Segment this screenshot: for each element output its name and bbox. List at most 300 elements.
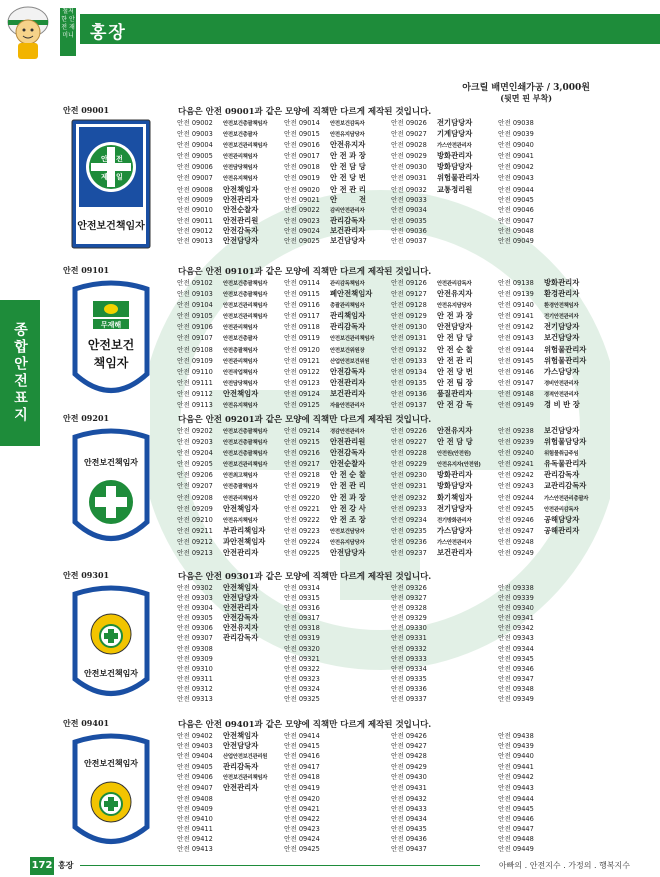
item-title: 전기담당자	[437, 118, 473, 127]
item-code: 안전 09233	[391, 504, 427, 513]
item-code: 안전 09104	[177, 301, 213, 310]
list-item	[391, 537, 496, 548]
item-code: 안전 09406	[177, 773, 213, 782]
item-code: 안전 09231	[391, 482, 427, 491]
item-code: 안전 09009	[177, 195, 213, 204]
list-item	[177, 289, 282, 300]
sign-cross-char: 전	[116, 155, 123, 163]
list-item	[498, 644, 603, 654]
item-title: 방화관리자	[437, 151, 473, 161]
item-title: 관리감독자	[223, 633, 259, 643]
sign-cross-char: 안	[101, 155, 108, 163]
list-item	[284, 751, 389, 762]
item-code: 안전 09439	[498, 742, 534, 751]
list-item	[498, 459, 603, 470]
list-item	[177, 426, 282, 437]
list-item	[498, 129, 603, 140]
list-item	[284, 674, 389, 684]
list-item	[391, 216, 496, 226]
item-title: 안 전 순 찰	[437, 344, 473, 354]
item-title: 안전보건관리책임자	[223, 143, 268, 150]
title-band	[80, 14, 660, 44]
item-title: 경적안전관리자	[544, 391, 579, 398]
list-item	[498, 583, 603, 593]
item-code: 안전 09444	[498, 794, 534, 803]
list-item	[391, 195, 496, 205]
item-title: 안전담당책임자	[223, 165, 258, 172]
item-code: 안전 09027	[391, 130, 427, 139]
safety-mascot-icon	[0, 0, 62, 62]
item-code: 안전 09333	[391, 654, 427, 663]
page-title: 홍장	[90, 23, 127, 43]
price-line: 아크릴 배면인쇄가공 / 3,000원	[462, 83, 590, 93]
list-item	[177, 794, 282, 804]
item-code: 안전 09240	[498, 449, 534, 458]
item-code: 안전 09137	[391, 401, 427, 410]
item-code: 안전 09203	[177, 438, 213, 447]
list-item	[284, 537, 389, 548]
item-title: 안전관리책임자	[223, 325, 258, 332]
item-code: 안전 09223	[284, 526, 320, 535]
item-code: 안전 09436	[391, 834, 427, 843]
item-code: 안전 09425	[284, 845, 320, 854]
list-item	[391, 804, 496, 814]
list-item	[391, 278, 496, 289]
item-code: 안전 09219	[284, 482, 320, 491]
item-title: 위험물취급주임	[544, 451, 579, 458]
item-title: 안전보건관리책임자	[330, 336, 375, 343]
item-title: 안전관리감독자	[544, 506, 579, 513]
item-grid	[177, 426, 627, 558]
list-item	[391, 470, 496, 481]
list-item	[284, 548, 389, 558]
item-title: 보건관리자	[437, 548, 473, 558]
list-item	[177, 694, 282, 704]
item-title: 안전보건관리책임자	[223, 462, 268, 469]
item-title: 안 전 담 당	[330, 162, 366, 172]
sign-caption: 안전보건책임자	[83, 458, 139, 467]
list-item	[284, 333, 389, 344]
list-item	[177, 654, 282, 664]
item-code: 안전 09323	[284, 674, 320, 683]
item-code: 안전 09128	[391, 301, 427, 310]
list-item	[391, 664, 496, 674]
item-code: 안전 09445	[498, 804, 534, 813]
product-code: 안전 09101	[63, 265, 110, 275]
list-item	[391, 367, 496, 378]
item-code: 안전 09344	[498, 644, 534, 653]
item-code: 안전 09303	[177, 594, 213, 603]
item-code: 안전 09143	[498, 334, 534, 343]
item-code: 안전 09024	[284, 226, 320, 235]
item-code: 안전 09121	[284, 356, 320, 365]
item-code: 안전 09412	[177, 834, 213, 843]
item-code: 안전 09145	[498, 356, 534, 365]
item-code: 안전 09049	[498, 237, 534, 246]
list-item	[391, 333, 496, 344]
item-code: 안전 09312	[177, 684, 213, 693]
item-title: 위험물관리자	[544, 355, 587, 365]
list-item	[498, 437, 603, 448]
item-code: 안전 09404	[177, 752, 213, 761]
item-title: 안전담당자	[223, 741, 259, 751]
item-title: 방화관리자	[544, 278, 580, 287]
list-item	[498, 824, 603, 834]
item-code: 안전 09108	[177, 345, 213, 354]
item-code: 안전 09132	[391, 345, 427, 354]
list-item	[177, 664, 282, 674]
list-item	[498, 504, 603, 515]
item-title: 보건관리자	[330, 388, 366, 398]
item-code: 안전 09149	[498, 401, 534, 410]
list-item	[177, 548, 282, 558]
list-item	[391, 493, 496, 504]
item-title: 안전보건총괄책임자	[223, 429, 268, 435]
item-title: 안전보건관리책임자	[223, 775, 268, 782]
list-item	[498, 470, 603, 481]
item-code: 안전 09331	[391, 634, 427, 643]
item-code: 안전 09022	[284, 205, 320, 214]
list-item	[284, 583, 389, 593]
list-item	[177, 216, 282, 226]
item-code: 안전 09205	[177, 460, 213, 469]
list-item	[498, 654, 603, 664]
list-item	[284, 448, 389, 459]
item-code: 안전 09410	[177, 814, 213, 823]
item-code: 안전 09342	[498, 624, 534, 633]
item-title: 안전감독자	[330, 366, 366, 376]
list-item	[391, 834, 496, 844]
list-item	[498, 493, 603, 504]
sign-cross-char: 제	[101, 173, 108, 181]
item-code: 안전 09017	[284, 152, 320, 161]
item-code: 안전 09047	[498, 216, 534, 225]
list-item	[498, 216, 603, 226]
list-item	[284, 437, 389, 448]
list-item	[284, 515, 389, 526]
item-code: 안전 09042	[498, 163, 534, 172]
item-title: 전기담당자	[544, 322, 580, 332]
item-code: 안전 09016	[284, 141, 320, 150]
item-code: 안전 09029	[391, 152, 427, 161]
item-title: 안 전 관 리	[330, 481, 366, 491]
item-title: 공해담당자	[544, 514, 580, 524]
list-item	[498, 322, 603, 333]
list-item	[391, 794, 496, 804]
list-item	[284, 162, 389, 173]
product-section	[63, 718, 633, 858]
item-code: 안전 09334	[391, 664, 427, 673]
list-item	[498, 333, 603, 344]
item-code: 안전 09349	[498, 695, 534, 704]
item-code: 안전 09229	[391, 460, 427, 469]
list-item	[177, 470, 282, 481]
list-item	[177, 236, 282, 246]
item-title: 가스안전관리자	[437, 143, 472, 150]
item-title: 안전관리책임자	[223, 495, 258, 502]
list-item	[177, 731, 282, 741]
item-code: 안전 09329	[391, 614, 427, 623]
item-code: 안전 09035	[391, 216, 427, 225]
item-code: 안전 09242	[498, 471, 534, 480]
item-code: 안전 09433	[391, 804, 427, 813]
list-item	[391, 772, 496, 783]
list-item	[498, 300, 603, 311]
item-title: 기계담당자	[437, 129, 473, 139]
product-code: 안전 09301	[63, 570, 110, 580]
list-item	[284, 664, 389, 674]
item-title: 안전관리자	[223, 783, 259, 793]
item-code: 안전 09320	[284, 644, 320, 653]
list-item	[284, 426, 389, 437]
list-item	[177, 751, 282, 762]
item-title: 안전관리자	[223, 548, 259, 558]
item-code: 안전 09217	[284, 460, 320, 469]
list-item	[498, 834, 603, 844]
item-title: 가스안전관리자	[437, 539, 472, 546]
item-code: 안전 09308	[177, 644, 213, 653]
item-code: 안전 09207	[177, 482, 213, 491]
item-code: 안전 09304	[177, 604, 213, 613]
list-item	[177, 526, 282, 537]
item-title: 안전보건관리책임자	[223, 314, 268, 321]
item-code: 안전 09039	[498, 130, 534, 139]
item-code: 안전 09417	[284, 763, 320, 772]
item-code: 안전 09230	[391, 471, 427, 480]
product-section	[63, 570, 633, 710]
list-item	[391, 593, 496, 603]
item-code: 안전 09447	[498, 824, 534, 833]
item-code: 안전 09028	[391, 141, 427, 150]
item-title: 안전최고책임자	[223, 473, 258, 480]
list-item	[177, 300, 282, 311]
list-item	[391, 129, 496, 140]
list-item	[177, 493, 282, 504]
item-title: 안전담당자	[330, 548, 366, 558]
list-item	[177, 603, 282, 613]
list-item	[177, 118, 282, 129]
price-info	[462, 80, 590, 104]
list-item	[177, 448, 282, 459]
list-item	[391, 300, 496, 311]
list-item	[498, 783, 603, 793]
item-code: 안전 09337	[391, 695, 427, 704]
list-item	[284, 783, 389, 793]
item-code: 안전 09119	[284, 334, 320, 343]
item-code: 안전 09419	[284, 784, 320, 793]
item-code: 안전 09048	[498, 226, 534, 235]
item-title: 안전관리자	[223, 603, 259, 613]
item-title: 안전유지자	[437, 426, 473, 435]
list-item	[284, 623, 389, 633]
item-code: 안전 09239	[498, 438, 534, 447]
sidebar-category: 종합안전표지	[0, 300, 40, 446]
footer-divider	[80, 865, 480, 866]
list-item	[177, 173, 282, 184]
item-code: 안전 09004	[177, 141, 213, 150]
item-title: 안 전 당 번	[330, 173, 366, 183]
list-item	[391, 426, 496, 437]
list-item	[391, 437, 496, 448]
item-code: 안전 09305	[177, 614, 213, 623]
item-title: 가스담당자	[437, 525, 473, 535]
item-title: 전기안전관리자	[544, 314, 579, 321]
item-code: 안전 09414	[284, 732, 320, 740]
list-item	[498, 311, 603, 322]
item-code: 안전 09142	[498, 323, 534, 332]
item-code: 안전 09413	[177, 845, 213, 854]
item-title: 보건담당자	[330, 236, 366, 246]
item-title: 품질관리자	[437, 388, 473, 398]
item-title: 보건관리자	[330, 225, 366, 235]
list-item	[284, 185, 389, 195]
item-grid	[177, 278, 627, 411]
item-title: 산업안전보건위원	[330, 358, 370, 365]
item-title: 안전관리원	[223, 215, 259, 225]
list-item	[177, 205, 282, 216]
list-item	[498, 389, 603, 400]
item-code: 안전 09202	[177, 427, 213, 435]
list-item	[391, 151, 496, 162]
item-code: 안전 09037	[391, 237, 427, 246]
item-code: 안전 09307	[177, 634, 213, 643]
list-item	[284, 644, 389, 654]
item-code: 안전 09023	[284, 216, 320, 225]
item-code: 안전 09418	[284, 773, 320, 782]
item-title: 안 전 담 당	[437, 437, 473, 447]
list-item	[391, 356, 496, 367]
list-item	[391, 694, 496, 704]
item-code: 안전 09131	[391, 334, 427, 343]
list-item	[391, 613, 496, 623]
list-item	[284, 118, 389, 129]
item-title: 안전유지자(안전원)	[437, 462, 481, 469]
item-code: 안전 09208	[177, 493, 213, 502]
list-item	[498, 684, 603, 694]
item-code: 안전 09129	[391, 312, 427, 321]
list-item	[391, 548, 496, 558]
list-item	[284, 504, 389, 515]
list-item	[391, 504, 496, 515]
item-code: 안전 09215	[284, 438, 320, 447]
item-title: 안전담당자	[223, 593, 259, 603]
item-code: 안전 09424	[284, 834, 320, 843]
item-code: 안전 09045	[498, 195, 534, 204]
list-item	[284, 378, 389, 389]
item-code: 안전 09002	[177, 119, 213, 127]
item-code: 안전 09336	[391, 684, 427, 693]
list-item	[391, 459, 496, 470]
item-code: 안전 09416	[284, 752, 320, 761]
item-title: 안전관리자	[223, 194, 259, 204]
list-item	[177, 583, 282, 593]
item-code: 안전 09405	[177, 763, 213, 772]
item-code: 안전 09220	[284, 493, 320, 502]
list-item	[498, 345, 603, 356]
list-item	[498, 633, 603, 643]
list-item	[498, 426, 603, 437]
safety-sign-rect	[71, 119, 151, 249]
item-code: 안전 09136	[391, 389, 427, 398]
section-note: 다음은 안전 09201과 같은 모양에 직책만 다르게 제작된 것입니다.	[178, 415, 432, 425]
item-code: 안전 09238	[498, 427, 534, 435]
item-code: 안전 09408	[177, 794, 213, 803]
item-code: 안전 09044	[498, 185, 534, 194]
vertical-tag: 철저한 안전 재미니	[60, 8, 76, 56]
item-code: 안전 09232	[391, 493, 427, 502]
list-item	[498, 731, 603, 741]
list-item	[284, 654, 389, 664]
item-code: 안전 09111	[177, 378, 213, 387]
item-title: 안전보건총괄책임자	[223, 292, 268, 299]
item-title: 안전보건위원장	[330, 347, 365, 354]
list-item	[284, 226, 389, 236]
item-title: 안전원(안전원)	[437, 451, 471, 458]
item-title: 안전보건총괄책임자	[223, 281, 268, 287]
item-title: 화기책임자	[437, 492, 473, 502]
item-title: 안전책임자	[223, 583, 259, 592]
item-title: 안전보건담당자	[330, 528, 365, 535]
item-code: 안전 09204	[177, 449, 213, 458]
item-title: 관리책임자	[330, 311, 366, 321]
item-title: 안 전 조 장	[330, 514, 366, 524]
list-item	[284, 356, 389, 367]
list-item	[284, 195, 389, 205]
item-code: 안전 09247	[498, 526, 534, 535]
item-code: 안전 09437	[391, 845, 427, 854]
item-code: 안전 09146	[498, 367, 534, 376]
item-title: 안전담당책임자	[223, 380, 258, 387]
item-code: 안전 09139	[498, 290, 534, 299]
item-code: 안전 09314	[284, 584, 320, 592]
list-item	[498, 794, 603, 804]
list-item	[284, 345, 389, 356]
item-code: 안전 09123	[284, 378, 320, 387]
item-code: 안전 09006	[177, 163, 213, 172]
sign-caption: 책임자	[93, 356, 129, 370]
item-code: 안전 09013	[177, 237, 213, 246]
footer-slogan: 아빠의 . 안전지수 . 가정의 . 행복지수	[498, 861, 630, 870]
item-code: 안전 09340	[498, 604, 534, 613]
list-item	[498, 762, 603, 772]
list-item	[498, 118, 603, 129]
item-code: 안전 09225	[284, 549, 320, 558]
list-item	[391, 140, 496, 151]
list-item	[284, 173, 389, 184]
list-item	[391, 644, 496, 654]
item-code: 안전 09210	[177, 515, 213, 524]
item-title: 공해관리자	[544, 525, 580, 535]
list-item	[177, 684, 282, 694]
item-title: 안전책임자	[223, 184, 259, 194]
item-code: 안전 09103	[177, 290, 213, 299]
list-item	[498, 548, 603, 558]
item-code: 안전 09127	[391, 290, 427, 299]
item-code: 안전 09122	[284, 367, 320, 376]
sign-badge: 무재해	[100, 321, 122, 329]
list-item	[498, 400, 603, 411]
item-title: 안전유지자	[437, 289, 473, 299]
item-title: 방화관리자	[437, 470, 473, 480]
list-item	[177, 400, 282, 411]
list-item	[391, 448, 496, 459]
list-item	[177, 772, 282, 783]
item-title: 안전감독자	[330, 448, 366, 458]
price-subline: (뒷면 핀 부착)	[500, 93, 552, 103]
section-note: 다음은 안전 09401과 같은 모양에 직책만 다르게 제작된 것입니다.	[178, 720, 432, 730]
list-item	[391, 603, 496, 613]
item-title: 경 비 반 장	[544, 400, 580, 410]
